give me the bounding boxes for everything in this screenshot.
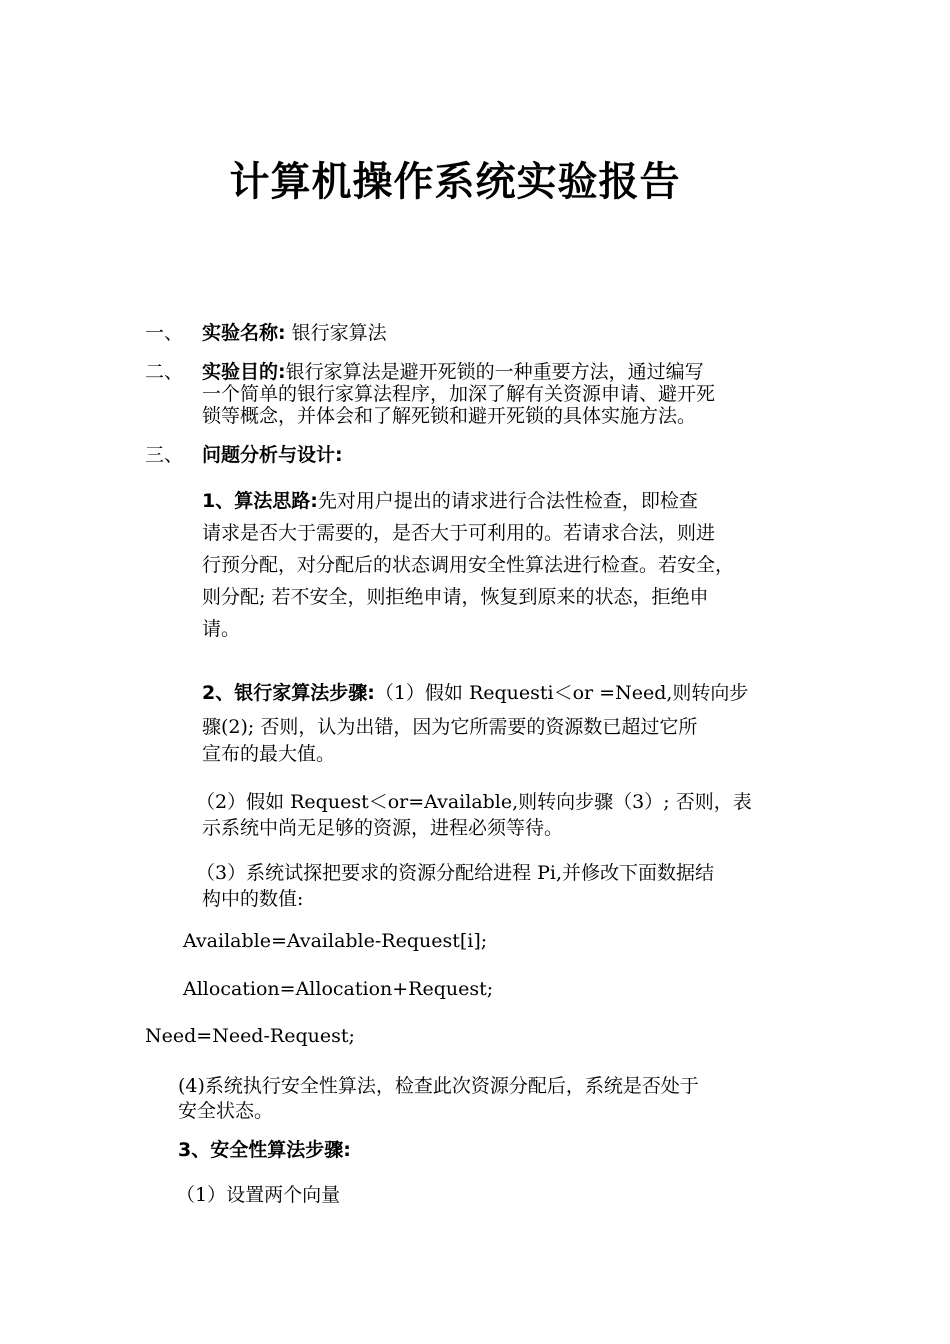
- formula-allocation: Allocation=Allocation+Request;: [183, 978, 494, 1000]
- banker-steps-line-2: 骤(2); 否则，认为出错，因为它所需要的资源数已超过它所: [202, 716, 698, 738]
- section-3-number: 三、: [145, 444, 184, 466]
- banker-steps-label: 2、银行家算法步骤:: [202, 682, 375, 704]
- step-3-line-2: 构中的数值:: [202, 888, 304, 910]
- step-2-line-2: 示系统中尚无足够的资源，进程必须等待。: [202, 817, 564, 839]
- section-2-line-1: [202, 361, 704, 383]
- section-1-text: 银行家算法: [291, 322, 387, 344]
- step-2-line-1: （2）假如 Request＜or=Available,则转向步骤（3）; 否则，表: [196, 791, 752, 813]
- section-2-label: 实验目的:: [202, 361, 286, 383]
- banker-steps-line-3: 宣布的最大值。: [202, 743, 336, 765]
- algorithm-idea-text-1: 先对用户提出的请求进行合法性检查，即检查: [317, 490, 698, 512]
- algorithm-idea-label: 1、算法思路:: [202, 490, 318, 512]
- safety-steps-label: 3、安全性算法步骤:: [178, 1139, 351, 1161]
- section-2-text-1: 银行家算法是避开死锁的一种重要方法，通过编写: [285, 361, 704, 383]
- algorithm-idea-line-4: 则分配; 若不安全，则拒绝申请，恢复到原来的状态，拒绝申: [202, 586, 709, 608]
- algorithm-idea-line-5: 请。: [202, 618, 241, 640]
- section-2-line-3: 锁等概念，并体会和了解死锁和避开死锁的具体实施方法。: [202, 405, 697, 427]
- section-3-label: 问题分析与设计:: [202, 444, 343, 466]
- formula-available: Available=Available-Request[i];: [183, 930, 488, 952]
- section-1-label: 实验名称:: [202, 322, 286, 344]
- safety-step-1: （1）设置两个向量: [176, 1184, 341, 1206]
- algorithm-idea-line-3: 行预分配，对分配后的状态调用安全性算法进行检查。若安全，: [202, 554, 735, 576]
- algorithm-idea-line-1: [202, 486, 698, 513]
- section-2-line-2: 一个简单的银行家算法程序，加深了解有关资源申请、避开死: [202, 383, 716, 405]
- banker-steps-text-1: （1）假如 Requesti＜or =Need,则转向步: [374, 682, 749, 704]
- algorithm-idea-line-2: 请求是否大于需要的，是否大于可利用的。若请求合法，则进: [202, 522, 716, 544]
- step-4-line-1: (4)系统执行安全性算法，检查此次资源分配后，系统是否处于: [178, 1075, 699, 1097]
- page-title: 计算机操作系统实验报告: [229, 159, 681, 205]
- step-4-line-2: 安全状态。: [178, 1100, 274, 1122]
- section-1-line: [202, 322, 387, 344]
- formula-need: Need=Need-Request;: [145, 1025, 355, 1047]
- banker-steps-line-1: [202, 678, 748, 705]
- step-3-line-1: （3）系统试探把要求的资源分配给进程 Pi,并修改下面数据结: [196, 862, 715, 884]
- section-2-number: 二、: [145, 361, 184, 383]
- section-1-number: 一、: [145, 322, 184, 344]
